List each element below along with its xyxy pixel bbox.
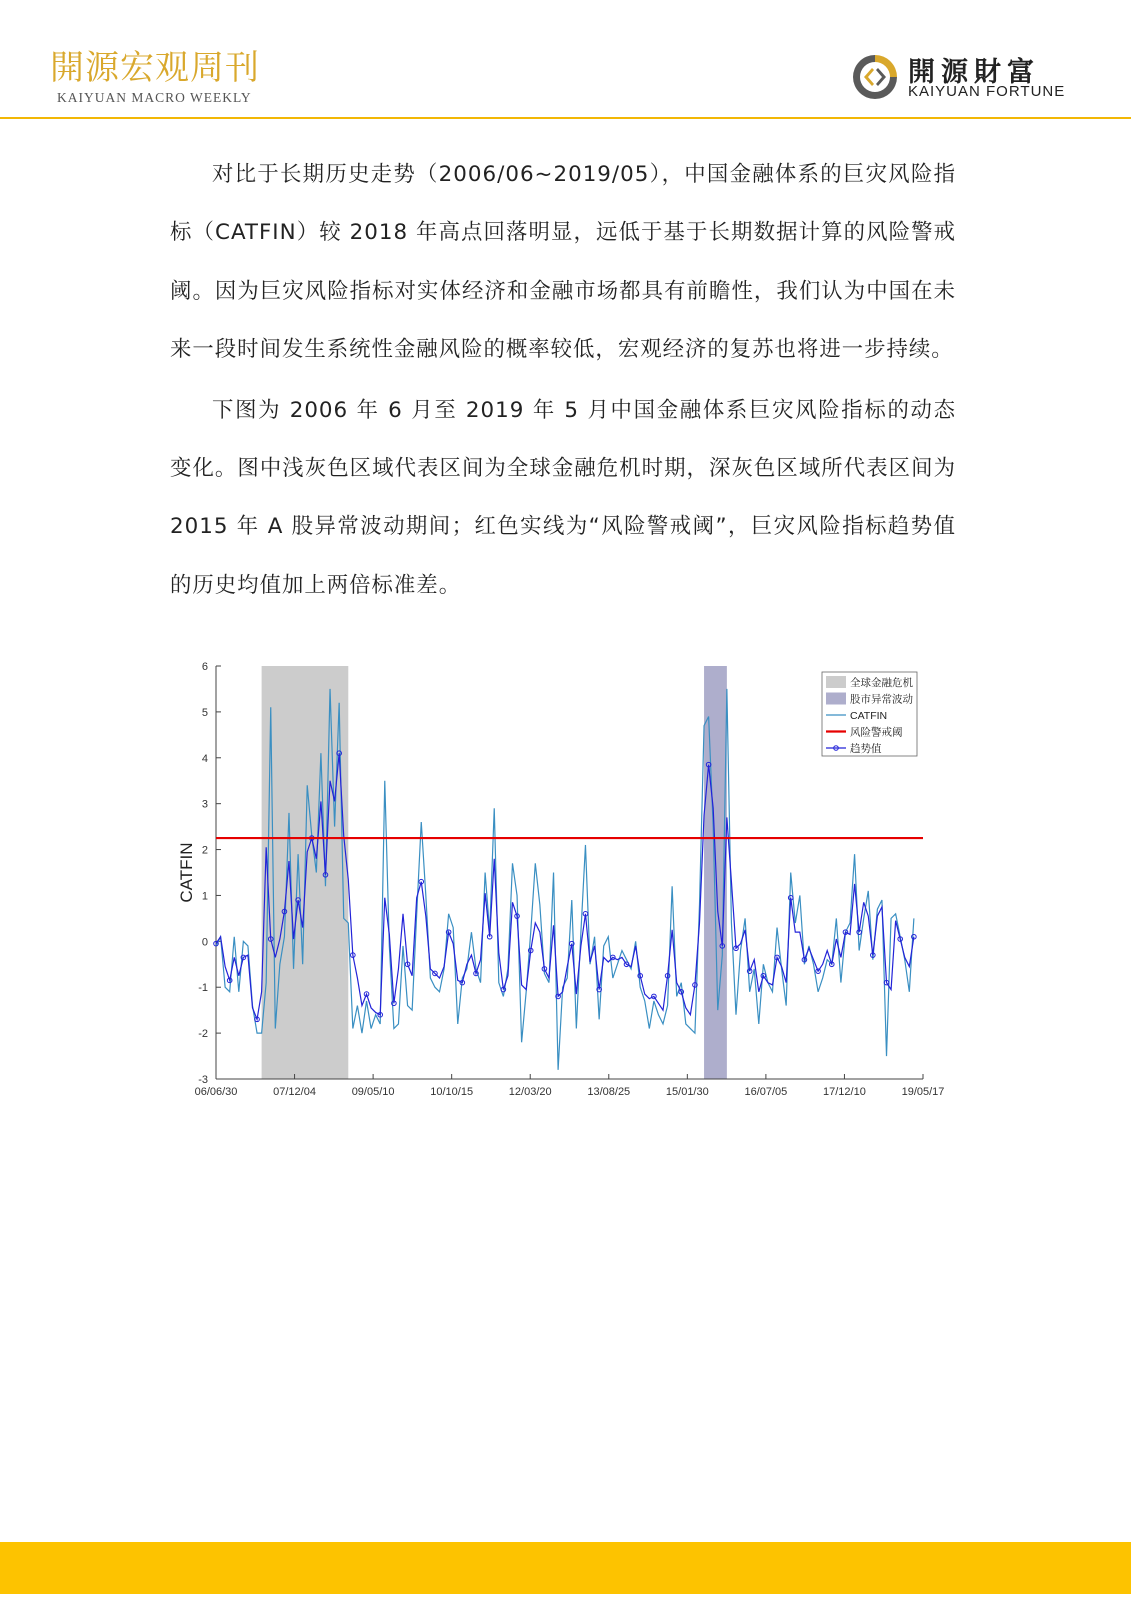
catfin-chart <box>170 656 960 1106</box>
y-tick-label: 4 <box>201 752 208 765</box>
logo-text-en: KAIYUAN FORTUNE <box>908 83 1066 100</box>
y-tick-label: 2 <box>201 844 208 857</box>
publication-title: 開源宏观周刊 <box>50 48 260 88</box>
y-tick-label: -2 <box>198 1028 208 1041</box>
page-header <box>0 0 1131 120</box>
x-tick-label: 12/03/20 <box>508 1086 552 1098</box>
y-tick-label: -3 <box>198 1074 208 1086</box>
x-tick-label: 19/05/17 <box>901 1086 945 1098</box>
legend-label: 风险警戒阈 <box>850 726 903 739</box>
y-axis-label: CATFIN <box>177 842 196 903</box>
y-tick-label: 3 <box>201 798 208 811</box>
logo-text-cn: 開源財富 <box>908 57 1040 88</box>
x-tick-label: 16/07/05 <box>744 1086 788 1098</box>
legend-swatch-crisis <box>826 676 846 688</box>
legend-label: 趋势值 <box>850 743 882 755</box>
brand-logo <box>850 50 1090 105</box>
paragraph-1: 对比于长期历史走势（2006/06~2019/05），中国金融体系的巨灾风险指标（CATFIN）较 2018 年高点回落明显，远低于基于长期数据计算的风险警戒阈。因为巨灾风险指标对实体经济和金融市场都具有前瞻性，我们认为中国在未来一段时间发生系统性金融风险的概率较低，宏观经济的复苏也将进一步持续。 <box>170 162 956 363</box>
x-tick-label: 09/05/10 <box>351 1086 395 1098</box>
article-body <box>170 146 956 617</box>
y-tick-label: 1 <box>201 890 208 903</box>
x-tick-label: 10/10/15 <box>430 1086 474 1098</box>
x-tick-label: 15/01/30 <box>665 1086 709 1098</box>
chart-legend <box>822 672 917 756</box>
paragraph-2: 下图为 2006 年 6 月至 2019 年 5 月中国金融体系巨灾风险指标的动态变化。图中浅灰色区域代表区间为全球金融危机时期，深灰色区域所代表区间为 2015 年 A 股异常波动期间；红色实线为“风险警戒阈”，巨灾风险指标趋势值的历史均值加上两倍标准差。 <box>170 397 956 598</box>
x-tick-label: 07/12/04 <box>273 1086 316 1098</box>
legend-label: 全球金融危机 <box>850 677 913 689</box>
footer-band <box>0 1542 1131 1594</box>
publication-subtitle: KAIYUAN MACRO WEEKLY <box>57 90 252 105</box>
legend-label: 股市异常波动 <box>850 693 913 706</box>
y-tick-label: 6 <box>201 661 208 673</box>
header-divider <box>0 117 1131 119</box>
x-tick-label: 06/06/30 <box>194 1086 238 1098</box>
y-tick-label: 0 <box>201 936 208 949</box>
kaiyuan-logo-icon <box>850 52 900 102</box>
legend-label: CATFIN <box>850 710 888 722</box>
y-tick-label: -1 <box>198 982 208 995</box>
x-tick-label: 13/08/25 <box>587 1086 631 1098</box>
x-tick-label: 17/12/10 <box>823 1086 866 1098</box>
legend-swatch-volatility <box>826 693 846 705</box>
y-tick-label: 5 <box>201 706 208 719</box>
